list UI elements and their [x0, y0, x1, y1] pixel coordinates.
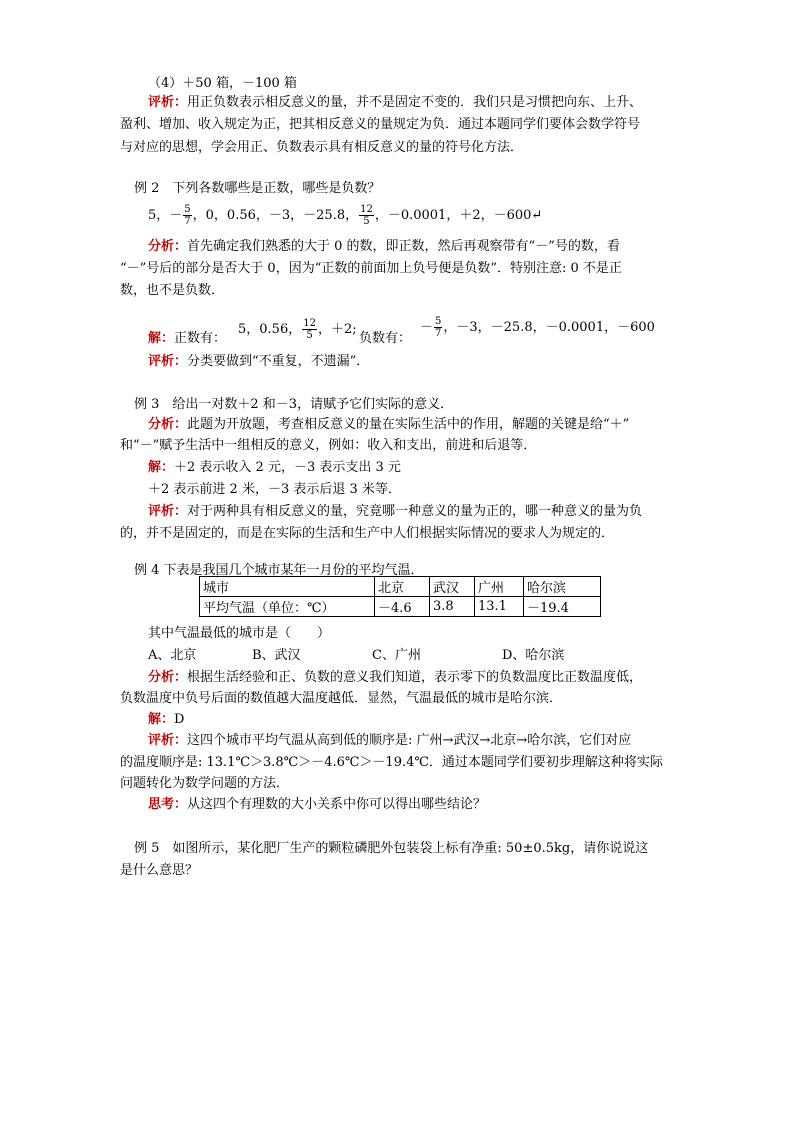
fraction: $\frac{5}{7}$: [435, 316, 442, 339]
table-row: [200, 597, 601, 617]
example-3-solution-line2: ＋2 表示前进 2 米，－3 表示后退 3 米等．: [148, 482, 401, 497]
eval-label: 评析：: [148, 733, 188, 748]
table-cell: 北京: [375, 577, 430, 597]
eval-text: 用正负数表示相反意义的量，并不是固定不变的．我们只是习惯把向东、上升、: [187, 95, 643, 110]
solution-label: 解：: [148, 331, 175, 346]
eval-label: 评析：: [148, 95, 188, 110]
example-4-analysis-line2: 负数温度中负号后面的数值越大温度越低．显然，气温最低的城市是哈尔滨．: [120, 691, 563, 706]
example-2-analysis-line3: 数，也不是负数．: [120, 283, 225, 298]
eval-1-line3: 与对应的思想，学会用正、负数表示具有相反意义的量的符号化方法．: [120, 140, 524, 155]
temperature-table: [199, 576, 601, 617]
number-text: 5，－: [148, 208, 183, 223]
example-3-eval: [148, 503, 642, 521]
example-4-analysis: [148, 669, 642, 687]
negative-label: 负数有：: [359, 331, 412, 346]
fraction: $\frac{12}{5}$: [360, 204, 373, 227]
table-cell: 广州: [475, 577, 524, 597]
example-2-numbers: [148, 204, 542, 227]
option-d: D、哈尔滨: [502, 648, 565, 663]
solution-label: 解：: [148, 712, 175, 727]
table-cell: 3.8: [430, 597, 475, 617]
option-b: B、武汉: [252, 648, 301, 663]
example-4-solution: [148, 711, 184, 729]
item-4: （4）＋50 箱，－100 箱: [148, 76, 297, 91]
example-4-question: 其中气温最低的城市是（ ）: [148, 626, 331, 641]
example-4-think: [148, 796, 486, 814]
positive-numbers: 5，0.56， $\frac{12}{5}$ ，＋2;: [238, 318, 357, 341]
example-4-eval: [148, 732, 631, 750]
example-4-title: 例 4 下表是我国几个城市某年一月份的平均气温．: [134, 563, 424, 578]
example-4-eval-line2: 的温度顺序是: 13.1℃＞3.8℃＞－4.6℃＞－19.4℃．通过本题同学们要初步理解这种将实际: [120, 755, 663, 770]
example-2-analysis: [148, 238, 620, 256]
analysis-label: 分析：: [148, 670, 188, 685]
eval-1: [148, 94, 642, 112]
table-cell: 城市: [200, 577, 375, 597]
example-3-solution: [148, 459, 401, 477]
option-c: C、广州: [372, 648, 421, 663]
number-text: ，0，0.56，－3，－25.8，: [192, 208, 359, 223]
table-cell: 哈尔滨: [524, 577, 601, 597]
answer-text: D: [174, 712, 185, 727]
eval-label: 评析：: [148, 504, 188, 519]
table-cell: 武汉: [430, 577, 475, 597]
analysis-text: 首先确定我们熟悉的大于 0 的数，即正数，然后再观察带有“－”号的数，看: [187, 239, 620, 254]
example-2-eval: [148, 353, 369, 371]
example-5-line1: 例 5 如图所示，某化肥厂生产的颗粒磷肥外包装袋上标有净重: 50±0.5kg，请你说说这: [134, 841, 649, 856]
eval-text: 这四个城市平均气温从高到低的顺序是: 广州→武汉→北京→哈尔滨，它们对应: [187, 733, 632, 748]
analysis-label: 分析：: [148, 239, 188, 254]
example-3-eval-line2: 的，并不是固定的，而是在实际的生活和生产中人们根据实际情况的要求人为规定的．: [120, 526, 615, 541]
example-4-eval-line3: 问题转化为数学问题的方法．: [120, 776, 290, 791]
table-cell: 13.1: [475, 597, 524, 617]
negative-numbers: － $\frac{5}{7}$ ，－3，－25.8，－0.0001，－600: [420, 316, 655, 339]
table-cell: 平均气温（单位：℃）: [200, 597, 375, 617]
table-row: [200, 577, 601, 597]
table-cell: －19.4: [524, 597, 601, 617]
fraction: $\frac{12}{5}$: [303, 318, 316, 341]
example-2-title: 例 2 下列各数哪些是正数，哪些是负数？: [134, 181, 381, 196]
example-5-line2: 是什么意思？: [120, 863, 199, 878]
solution-text: ＋2 表示收入 2 元，－3 表示支出 3 元: [174, 460, 401, 475]
example-3-analysis-line2: 和“－”赋予生活中一组相反的意义，例如：收入和支出，前进和后退等．: [120, 438, 537, 453]
solution-label: 解：: [148, 460, 175, 475]
example-2-analysis-line2: “－”号后的部分是否大于 0，因为“正数的前面加上负号便是负数”．特别注意: 0 不是正: [120, 261, 622, 276]
fraction: $\frac{5}{7}$: [184, 204, 191, 227]
example-3-analysis: [148, 416, 629, 434]
analysis-text: 根据生活经验和正、负数的意义我们知道，表示零下的负数温度比正数温度低，: [187, 670, 643, 685]
number-text: ，－0.0001，＋2，－600↵: [374, 208, 543, 223]
analysis-label: 分析：: [148, 417, 188, 432]
think-label: 思考：: [148, 797, 188, 812]
table-cell: －4.6: [375, 597, 430, 617]
option-a: A、北京: [148, 648, 197, 663]
analysis-text: 此题为开放题，考查相反意义的量在实际生活中的作用，解题的关键是给“＋”: [187, 417, 630, 432]
eval-text: 分类要做到“不重复，不遗漏”．: [187, 354, 370, 369]
think-text: 从这四个有理数的大小关系中你可以得出哪些结论？: [187, 797, 487, 812]
positive-label: 正数有：: [174, 331, 227, 346]
example-3-title: 例 3 给出一对数＋2 和－3，请赋予它们实际的意义．: [134, 397, 454, 412]
eval-text: 对于两种具有相反意义的量，究竟哪一种意义的量为正的，哪一种意义的量为负: [187, 504, 643, 519]
eval-1-line2: 盈利、增加、收入规定为正，把其相反意义的量规定为负．通过本题同学们要体会数学符号: [120, 117, 641, 132]
eval-label: 评析：: [148, 354, 188, 369]
example-2-solution-label: [148, 330, 226, 348]
